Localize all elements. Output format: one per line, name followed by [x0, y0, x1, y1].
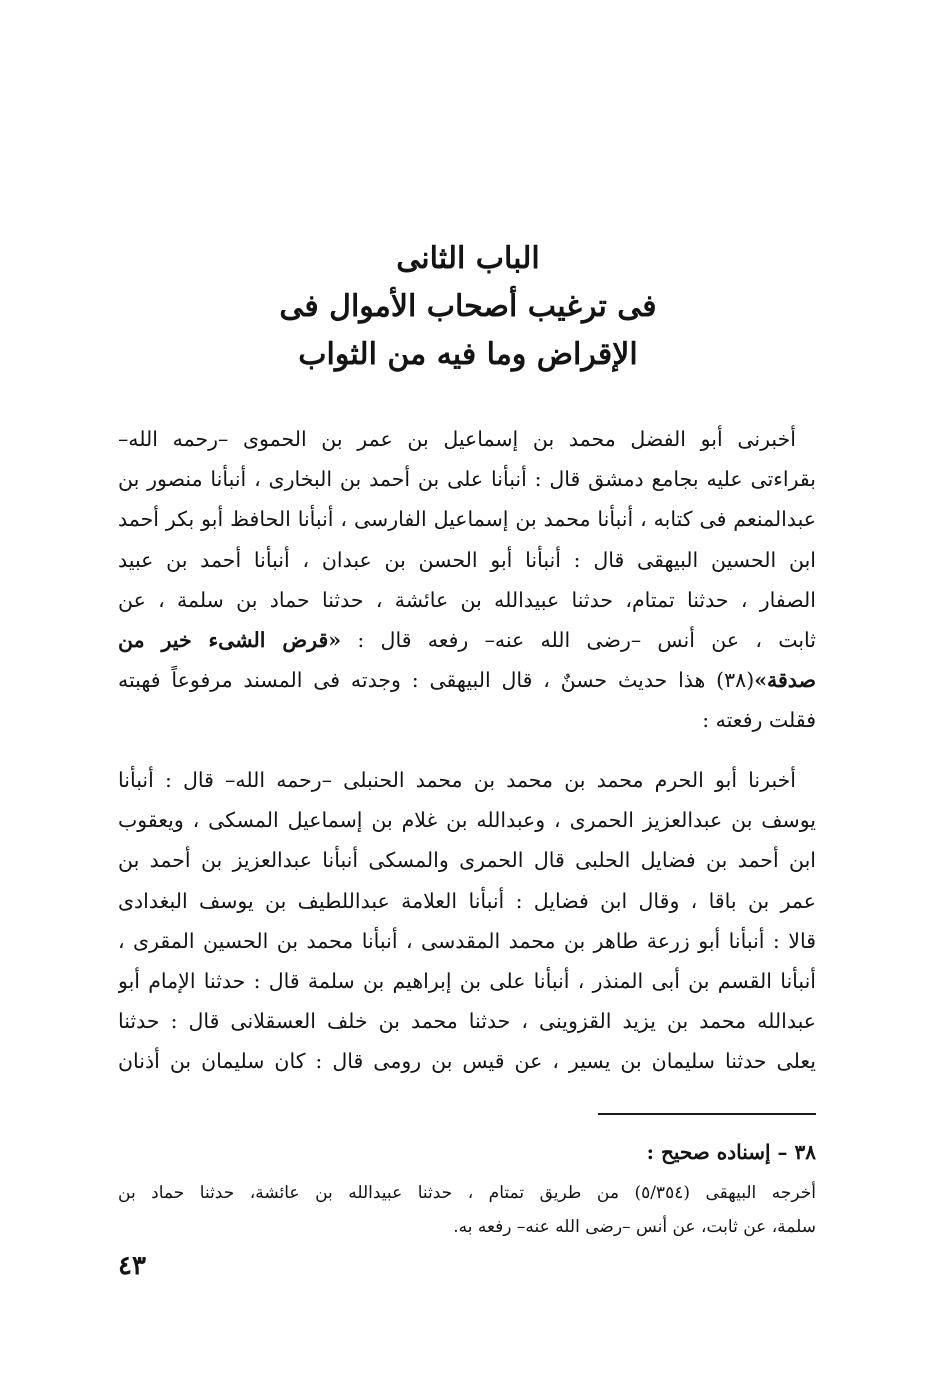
text-line: قالا : أنبأنا أبو زرعة طاهر بن محمد المقدسى ، أنبأنا محمد بن الحسين المقرى ، — [118, 928, 816, 953]
text-line: أخبرنى أبو الفضل محمد بن إسماعيل بن عمر بن الحموى –رحمه الله– — [118, 427, 796, 451]
page-number: ٤٣ — [118, 1251, 146, 1281]
chapter-subtitle-line-2: الإقراض وما فيه من الثواب — [298, 337, 638, 372]
footnote-line: سلمة، عن ثابت، عن أنس –رضى الله عنه– رفعه به. — [453, 1217, 816, 1237]
text-line-hadith — [118, 620, 816, 660]
paragraph-1 — [118, 419, 816, 741]
text-line: أنبأنا القسم بن أبى المنذر ، أنبأنا على بن إبراهيم بن سلمة قال : حدثنا الإمام أبو — [118, 968, 816, 993]
text-line-hadith-end — [118, 660, 816, 700]
chapter-title: الباب الثانى — [396, 241, 540, 276]
text-line: ابن الحسين البيهقى قال : أنبأنا أبو الحسن بن عبدان ، أنبأنا أحمد بن عبيد — [118, 547, 816, 572]
text-line: عمر بن باقا ، وقال ابن فضايل : أنبأنا العلامة عبداللطيف بن يوسف البغدادى — [118, 888, 816, 913]
text-line: أخبرنا أبو الحرم محمد بن محمد بن محمد الحنبلى –رحمه الله– قال : أنبأنا — [118, 768, 796, 792]
text-line: يوسف بن عبدالعزيز الحمرى ، وعبدالله بن غلام بن إسماعيل المسكى ، ويعقوب — [118, 808, 816, 833]
text-line: ابن أحمد بن فضايل الحلبى قال الحمرى والمسكى أنبأنا عبدالعزيز بن أحمد بن — [118, 848, 816, 873]
hadith-text-end: صدقة» — [754, 668, 816, 693]
hadith-text: «قرض الشىء خير من — [118, 627, 342, 652]
text-line: عبدالمنعم فى كتابه ، أنبأنا محمد بن إسماعيل الفارسى ، أنبأنا الحافظ أبو بكر أحمد — [118, 507, 816, 532]
text-segment: هذا حديث حسنٌ ، قال البيهقى : وجدته فى المسند مرفوعاً فهبته — [118, 668, 706, 693]
footnote-line: أخرجه البيهقى (٥/٣٥٤) من طريق تمتام ، حدثنا عبيدالله بن عائشة، حدثنا حماد بن — [118, 1183, 816, 1203]
text-line: عبدالله محمد بن يزيد القزوينى ، حدثنا محمد بن خلف العسقلانى قال : حدثنا — [118, 1009, 816, 1034]
text-line: بقراءتى عليه بجامع دمشق قال : أنبأنا على بن أحمد بن البخارى ، أنبأنا منصور بن — [118, 467, 816, 492]
footnote-body — [118, 1176, 816, 1244]
footnote-heading: ٣٨ – إسناده صحيح : — [646, 1140, 816, 1164]
text-line: فقلت رفعته : — [702, 708, 816, 733]
text-line: الصفار ، حدثنا تمتام، حدثنا عبيدالله بن عائشة ، حدثنا حماد بن سلمة ، عن — [118, 587, 816, 612]
text-segment: ثابت ، عن أنس –رضى الله عنه– رفعه قال : — [357, 627, 816, 652]
chapter-subtitle-line-1: فى ترغيب أصحاب الأموال فى — [279, 289, 657, 324]
footnote-divider — [598, 1113, 816, 1115]
paragraph-2 — [118, 760, 816, 1082]
footnote-reference: (٣٨) — [716, 668, 755, 693]
text-line: يعلى حدثنا سليمان بن يسير ، عن قيس بن رومى قال : كان سليمان بن أذنان — [118, 1049, 816, 1074]
